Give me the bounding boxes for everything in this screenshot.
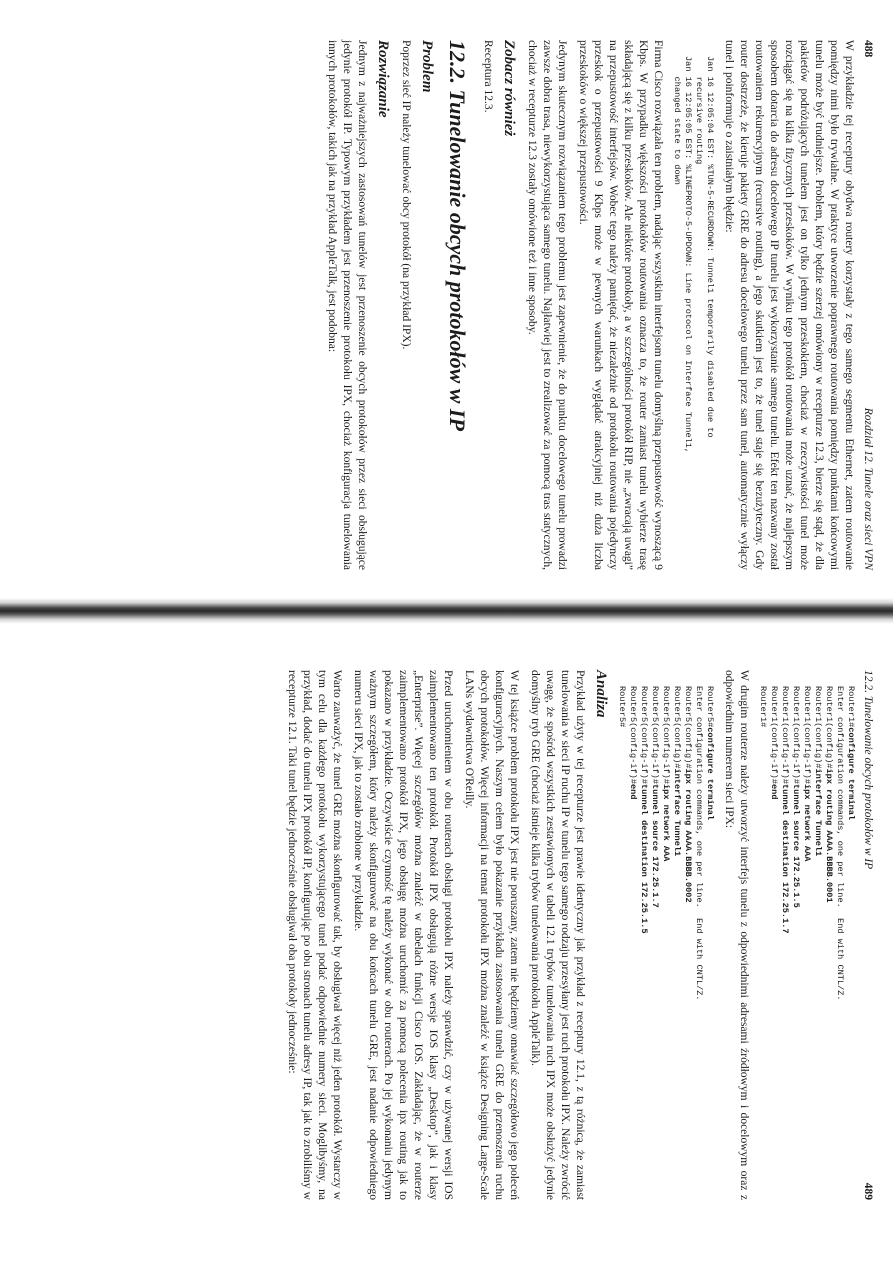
config-line [757,686,768,1200]
config-prompt: Router5# [705,686,715,728]
config-command: interface Tunnel1 [672,768,682,857]
analysis-paragraph: Warto zauważyć, że tunel GRE można skonfigurować tak, by obsługiwał więcej niż jeden protokół. Wystarczy w tym celu dla każdego protokołu wykorzystującego tunel podać odpowiednie numery sieci. Moglibyśmy, na przykład, dodać do tunelu IPX protokół IP, konfigurując po obu stronach tunelu adresy IP, tak jak to zrobiliśmy w recepturze 12.1. Taki tunel będzie jednocześnie obsługiwał oba protokoły jednocześnie: [286,670,343,1200]
config-line [779,686,790,1200]
config-prompt: Enter configuration commands, one per line. End with CNTL/Z. [694,686,704,1001]
config-prompt: Router5(config)# [672,686,682,769]
running-head-title: 12.2. Tunelowanie obcych protokołów w IP [862,670,874,870]
analysis-paragraph: Przed uruchomieniem w obu routerach obsługi protokołu IPX należy sprawdzić, czy w używanej wersji IOS zaimplementowano ten protokół. Protokół IPX obsługują różne wersje IOS klasy „Desktop”, jak i klasy „Enterprise”. Więcej szczegółów można znaleźć w tabelach funkcji Cisco IOS. Zakładając, że w routerze zaimplementowano protokół IPX, jego obsługę można uruchomić za pomocą polecenia ipx routing jak to pokazano w przykładzie. Oczywiście czynność tę należy wykonać w obu routerach. Po jej wykonaniu jedynym ważnym szczegółem, który należy skonfigurować na obu końcach tunelu GRE, jest nadanie odpowiedniego numeru sieci IPX, jak to zostało zrobione w przykładzie. [352,670,454,1200]
analysis-paragraph: W tej książce problem protokołu IPX jest nie poruszany, zatem nie będziemy omawiać szczegółowo jego poleceń konfiguracyjnych. Naszym celem było pokazanie przykładu zastosowania tunelu GRE do przenoszenia ruchu obcych protokołów. Więcej informacji na temat protokołu IPX można znaleźć w książce Designing Large-Scale LANs wydawnictwa O'Reilly. [463,670,520,1200]
config-command: end [628,784,638,800]
config-line [616,686,627,1200]
solution-text: Jednym z najważniejszych zastosowań tunelów jest przenoszenie obcych protokołów przez sieci obsługujące jedynie protokół IP. Typowym przykładem jest przenoszenie protokołu IPX, chociaż konfiguracja tunelowania innych protokołów, takich jak na przykład AppleTalk, jest podobna: [326,40,368,570]
page-number: 489 [862,1182,874,1200]
config-line [834,686,845,1200]
config-command: tunnel destination 172.25.1.5 [639,784,649,934]
config-line [790,686,801,1200]
problem-text: Poprzez sieć IP należy tunelować obcy protokół (na przykład IPX). [400,40,412,350]
config-line [682,686,693,1200]
config-prompt: Router5(config-if)# [650,686,660,784]
config-command: ipx network AAA [802,784,812,862]
config-line [768,686,779,1200]
config-prompt: Router1(config-if)# [791,686,801,784]
analysis-paragraph: Przykład użyty w tej recepturze jest prawie identyczny jak przykład z receptury 12.1, z tą różnicą, że zamiast tunelowania w sieci IP ruchu IP w tunelu tego samego rodzaju przesyłany jest ruch protokołu IPX. Należy zwrócić uwagę, że spośród wszystkich zestawionych w tabeli 12.1 trybów tunelowania ruch IPX może obsłużyć jedynie domyślny tryb GRE (chociaż istnieje kilka trybów tunelowania protokołu AppleTalk). [529,670,586,1200]
config-prompt: Router5# [617,686,627,728]
config-prompt: Enter configuration commands, one per line. End with CNTL/Z. [835,686,845,1001]
config-command: ipx network AAA [661,784,671,862]
section-title: 12.2. Tunelowanie obcych protokołów w IP [445,40,470,431]
running-header [860,670,875,1200]
problem-heading: Problem [419,40,435,93]
page-488 [326,0,893,600]
log-line: changed state to down [672,56,682,185]
solution-heading: Rozwiązanie [375,40,391,118]
config-command: tunnel destination 172.25.1.7 [780,784,790,934]
page-489 [286,630,893,1230]
see-also-text: Receptura 12.3. [482,40,494,113]
config-line [823,686,834,1200]
config-line [812,686,823,1200]
router5-intro: W drugim routerze należy utworzyć interfejs tunelu z odpowiednimi adresami źródłowym i docelowym oraz z odpowiednim numerem sieci IPX: [723,670,750,1200]
config-prompt: Router1(config-if)# [769,686,779,784]
config-line [845,686,856,1200]
config-prompt: Router5(config-if)# [661,686,671,784]
config-prompt: Router1(config-if)# [802,686,812,784]
router5-config [616,686,715,1200]
config-line [704,686,715,1200]
config-prompt: Router1(config)# [824,686,834,769]
config-command: end [769,784,779,800]
config-line [660,686,671,1200]
config-command: ipx routing AAAA.BBBB.0001 [824,768,834,903]
running-head-title: Rozdział 12. Tunele oraz sieci VPN [862,407,874,570]
config-prompt: Router1# [846,686,856,728]
config-command: configure terminal [846,727,856,821]
config-line [638,686,649,1200]
config-line [693,686,704,1200]
config-prompt: Router1# [758,686,768,728]
config-command: ipx routing AAAA.BBBB.0002 [683,768,693,903]
config-prompt: Router5(config-if)# [628,686,638,784]
see-also-heading: Zobacz również [501,40,517,137]
cisco-paragraph: Firma Cisco rozwiązała ten problem, nadając wszystkim interfejsom tunelu domyślną przepustowość wynoszącą 9 Kbps. W przypadku większości protokołów routowania oznacza to, że router zamiast tunelu wybierze trasę składającą się z kilku przeskoków. Ale niektóre protokoły, a w szczególności protokół RIP, nie „zwracają uwagi” na przepustowość interfejsów. Wobec tego należy pamiętać, że niezależnie od protokołu routowania pojedynczy przeskok o przepustowości 9 Kbps może w pewnych warunkach wyglądać atrakcyjniej niż duża liczba przeskoków o większej przepustowości. [577,40,664,570]
intro-paragraph: W przykładzie tej receptury obydwa routery korzystały z tego samego segmentu Ethernet, zatem routowanie pomiędzy nimi było trywialne. W praktyce utworzenie poprawnego routowania pomiędzy punktami końcowymi tunelu może być trudniejsze. Problem, który będzie szerzej omówiony w recepturze 12.3, bierze się stąd, że dla pakietów podróżujących tunelem jest on tylko jednym przeskokiem, chociaż w rzeczywistości tunel może rozciągać się na kilka fizycznych przeskoków. W wyniku tego protokół routowania może uznać, że najlepszym sposobem dotarcia do adresu docelowego IP tunelu jest wykorzystanie samego tunelu. Efekt ten nazwany został routowaniem rekurencyjnym (recursive routing), a jego skutkiem jest to, że tunel staje się bezużyteczny. Gdy router dostrzeże, że kieruje pakiety GRE do adresu docelowego tunelu przez sam tunel, automatycznie wyłączy tunel i poinformuje o zaistniałym błędzie: [723,40,855,570]
config-prompt: Router1(config)# [813,686,823,769]
config-prompt: Router1(config-if)# [780,686,790,784]
running-header [860,40,875,570]
router1-config [757,686,856,1200]
page-number: 488 [862,40,874,58]
log-line: Jan 16 12:05:05 EST: %LINEPROTO-5-UPDOWN: Line protocol on Interface Tunnel1, [683,56,693,454]
analysis-heading: Analiza [593,670,609,718]
config-line [671,686,682,1200]
log-line: recursive routing [694,56,704,165]
config-line [649,686,660,1200]
config-command: interface Tunnel1 [813,768,823,857]
config-prompt: Router5(config)# [683,686,693,769]
log-line: Jan 16 12:05:04 EST: %TUN-5-RECURDOWN: Tunnel1 temporarily disabled due to [705,56,715,438]
config-line [801,686,812,1200]
config-command: tunnel source 172.25.1.5 [791,784,801,908]
config-command: tunnel source 172.25.1.7 [650,784,660,908]
config-prompt: Router5(config-if)# [639,686,649,784]
config-command: configure terminal [705,727,715,821]
config-line [627,686,638,1200]
binding-gutter [0,598,893,624]
log-output [671,56,715,570]
solution-note-paragraph: Jedynym skutecznym rozwiązaniem tego problemu jest zapewnienie, że do punktu docelowego tunelu prowadzi zawsze dobra trasa, niewykorzystująca samego tunelu. Najłatwiej jest to zrealizować za pomocą tras statycznych, chociaż w recepturze 12.3 zostały omówione też i inne sposoby. [526,40,568,570]
